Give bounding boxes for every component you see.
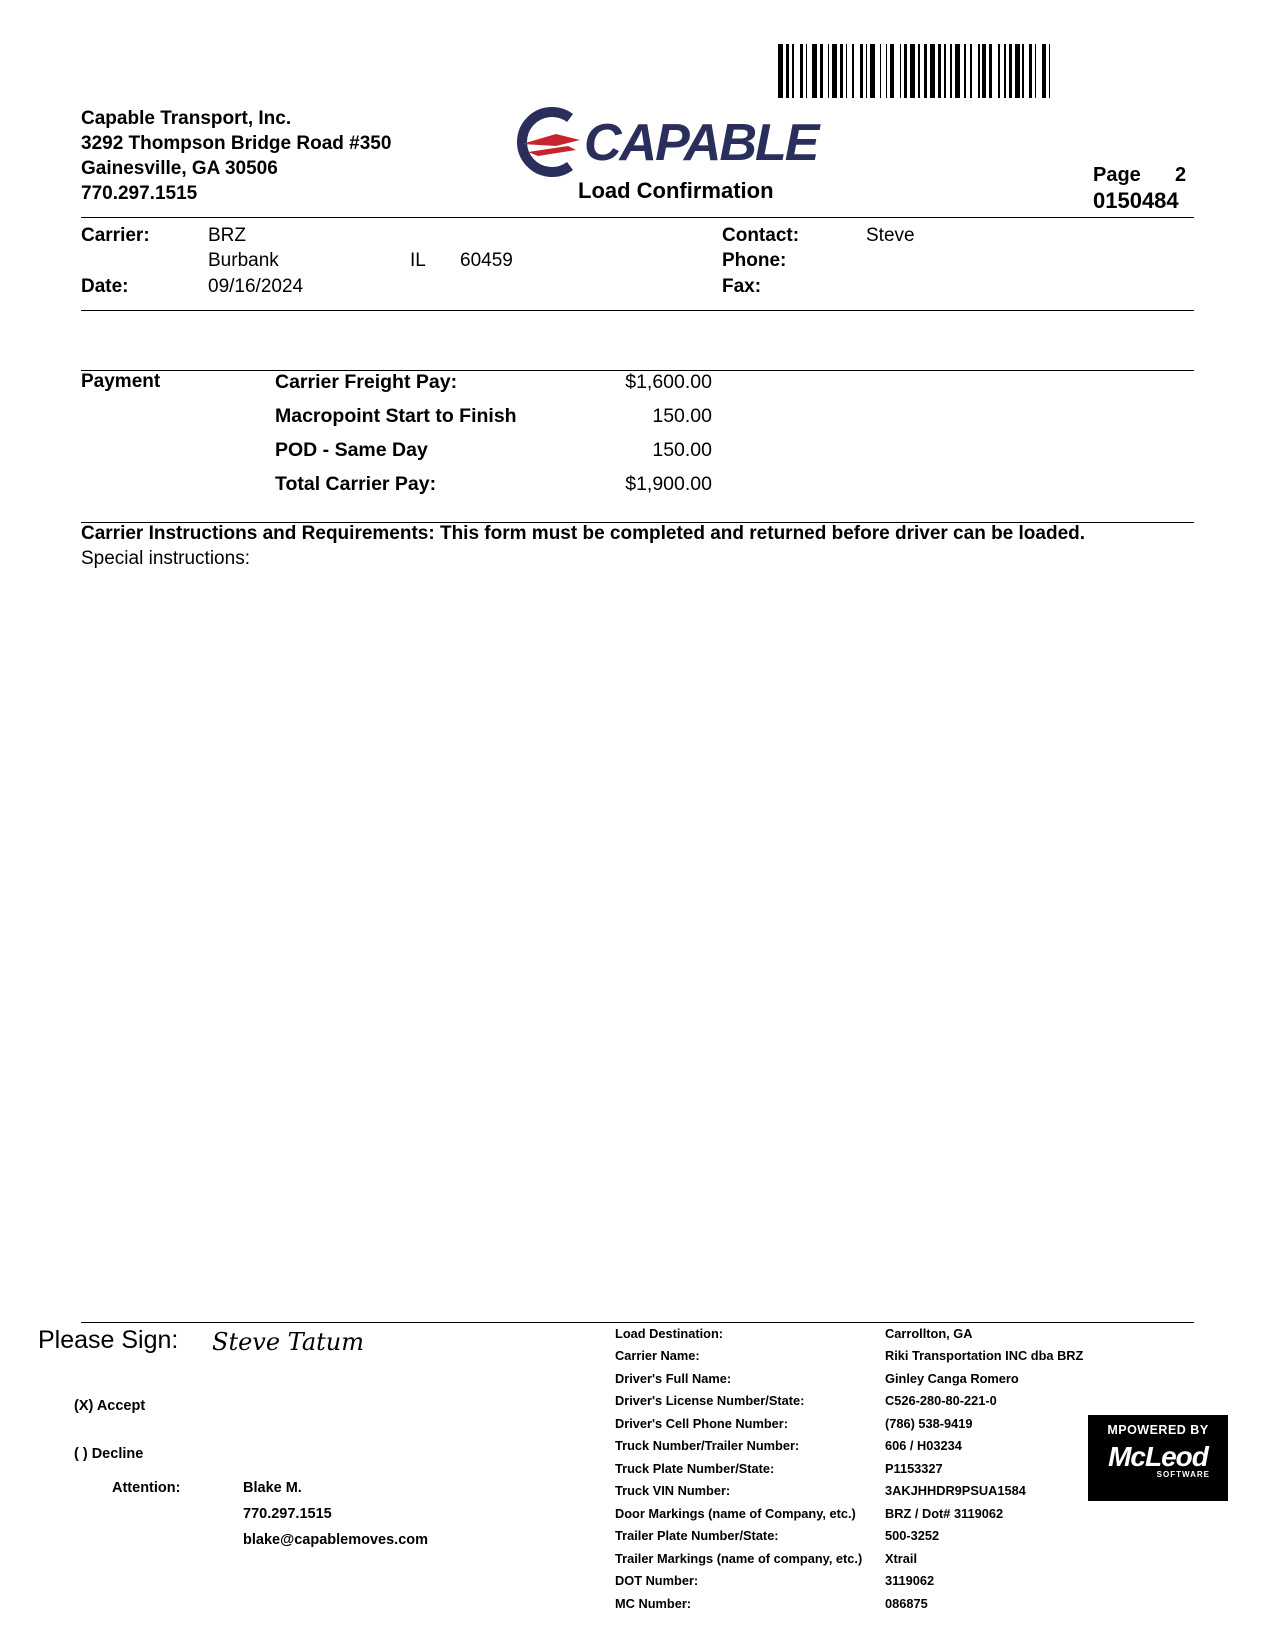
carrier-label: Carrier: [81, 225, 150, 246]
detail-value: 606 / H03234 [885, 1438, 962, 1453]
detail-label: Driver's License Number/State: [615, 1393, 805, 1408]
barcode-bar [1049, 44, 1051, 98]
barcode-bar [910, 44, 915, 98]
signature: Steve Tatum [212, 1328, 364, 1356]
accept-option[interactable]: (X) Accept [74, 1398, 146, 1414]
detail-label: Trailer Markings (name of company, etc.) [615, 1551, 863, 1566]
barcode-bar [792, 44, 794, 98]
detail-value: BRZ / Dot# 3119062 [885, 1506, 1004, 1521]
detail-value: 3AKJHHDR9PSUA1584 [885, 1483, 1026, 1498]
barcode-bar [950, 44, 952, 98]
barcode-bar [998, 44, 1000, 98]
attention-email[interactable]: blake@capablemoves.com [243, 1532, 429, 1548]
detail-value: Carrollton, GA [885, 1326, 973, 1341]
payment-total-value: $1,900.00 [625, 473, 712, 495]
mcleod-sub: SOFTWARE [1156, 1470, 1210, 1479]
mcleod-brand: McLeod [1108, 1441, 1208, 1472]
barcode [778, 44, 1188, 98]
barcode-bar [1029, 44, 1032, 98]
barcode-bar [1009, 44, 1012, 98]
carrier-state: IL [410, 250, 426, 271]
svg-text:CAPABLE: CAPABLE [584, 114, 818, 172]
barcode-bar [812, 44, 817, 98]
barcode-bar [930, 44, 935, 98]
contact-value: Steve [866, 225, 915, 246]
barcode-bar [1022, 44, 1024, 98]
detail-label: DOT Number: [615, 1573, 699, 1588]
detail-label: Truck Plate Number/State: [615, 1461, 775, 1476]
detail-value: (786) 538-9419 [885, 1416, 973, 1431]
detail-label: Trailer Plate Number/State: [615, 1528, 779, 1543]
phone-label: Phone: [722, 250, 787, 271]
barcode-bar [944, 44, 946, 98]
barcode-bar [866, 44, 868, 98]
company-address-line2: Gainesville, GA 30506 [81, 158, 278, 179]
company-name: Capable Transport, Inc. [81, 108, 292, 129]
divider [81, 1322, 1194, 1323]
barcode-bar [1035, 44, 1037, 98]
barcode-bar [800, 44, 803, 98]
barcode-bar [970, 44, 972, 98]
company-block [81, 106, 391, 206]
company-address-line1: 3292 Thompson Bridge Road #350 [81, 133, 392, 154]
company-phone: 770.297.1515 [81, 183, 198, 204]
detail-value: C526-280-80-221-0 [885, 1393, 997, 1408]
barcode-bar [900, 44, 902, 98]
detail-label: MC Number: [615, 1596, 692, 1611]
detail-value: Xtrail [885, 1551, 918, 1566]
page-label: Page [1093, 164, 1141, 186]
barcode-bar [938, 44, 941, 98]
divider [81, 217, 1194, 218]
payment-label: Payment [81, 371, 161, 392]
payment-row-label: Carrier Freight Pay: [275, 371, 458, 393]
capable-logo-mark-icon [508, 104, 848, 180]
fax-label: Fax: [722, 276, 762, 297]
attention-label: Attention: [112, 1480, 181, 1496]
capable-logo [508, 104, 848, 180]
detail-label: Driver's Full Name: [615, 1371, 732, 1386]
detail-value: 086875 [885, 1596, 928, 1611]
barcode-bar [820, 44, 823, 98]
barcode-bar [964, 44, 966, 98]
barcode-bar [860, 44, 863, 98]
payment-row-label: POD - Same Day [275, 439, 428, 461]
carrier-city: Burbank [208, 250, 279, 271]
barcode-bar [955, 44, 960, 98]
page-number: 2 [1175, 164, 1187, 186]
barcode-bar [989, 44, 992, 98]
contact-label: Contact: [722, 225, 800, 246]
detail-value: 3119062 [885, 1573, 935, 1588]
special-instructions-label: Special instructions: [81, 548, 250, 569]
load-number: 0150484 [1093, 188, 1179, 213]
mcleod-top-text: MPOWERED BY [1107, 1423, 1209, 1437]
barcode-bar [828, 44, 830, 98]
detail-value: Ginley Canga Romero [885, 1371, 1019, 1386]
barcode-bar [832, 44, 837, 98]
barcode-bar [924, 44, 927, 98]
barcode-bar [778, 44, 783, 98]
detail-value: 500-3252 [885, 1528, 940, 1543]
please-sign-label: Please Sign: [38, 1326, 179, 1354]
barcode-bar [1042, 44, 1045, 98]
barcode-bar [978, 44, 980, 98]
document-title: Load Confirmation [578, 178, 774, 203]
detail-label: Driver's Cell Phone Number: [615, 1416, 789, 1431]
payment-row-value: $1,600.00 [625, 371, 712, 393]
barcode-bar [886, 44, 888, 98]
attention-name: Blake M. [243, 1480, 302, 1496]
detail-label: Load Destination: [615, 1326, 724, 1341]
mcleod-badge [1088, 1415, 1228, 1501]
barcode-bar [890, 44, 893, 98]
detail-value: P1153327 [885, 1461, 943, 1476]
payment-row-value: 150.00 [652, 439, 712, 461]
detail-label: Truck Number/Trailer Number: [615, 1438, 800, 1453]
payment-row-label: Macropoint Start to Finish [275, 405, 517, 427]
barcode-bar [840, 44, 843, 98]
instructions-heading: Carrier Instructions and Requirements: This form must be completed and returned before driver can be loaded. [81, 523, 1086, 544]
detail-value: Riki Transportation INC dba BRZ [885, 1348, 1084, 1363]
barcode-bar [852, 44, 854, 98]
date-value: 09/16/2024 [208, 276, 304, 297]
carrier-zip: 60459 [460, 250, 513, 271]
barcode-bar [880, 44, 882, 98]
payment-row-value: 150.00 [652, 405, 712, 427]
payment-total-label: Total Carrier Pay: [275, 473, 437, 495]
barcode-bar [904, 44, 907, 98]
barcode-bar [846, 44, 848, 98]
barcode-bar [982, 44, 985, 98]
detail-label: Truck VIN Number: [615, 1483, 731, 1498]
barcode-bar [1015, 44, 1020, 98]
decline-option[interactable]: ( ) Decline [74, 1446, 144, 1462]
barcode-bar [870, 44, 875, 98]
barcode-bar [1004, 44, 1006, 98]
barcode-bar [786, 44, 789, 98]
carrier-name: BRZ [208, 225, 246, 246]
barcode-bar [806, 44, 808, 98]
barcode-bar [918, 44, 920, 98]
divider [81, 310, 1194, 311]
attention-phone: 770.297.1515 [243, 1506, 332, 1522]
detail-label: Carrier Name: [615, 1348, 700, 1363]
detail-label: Door Markings (name of Company, etc.) [615, 1506, 856, 1521]
date-label: Date: [81, 276, 129, 297]
